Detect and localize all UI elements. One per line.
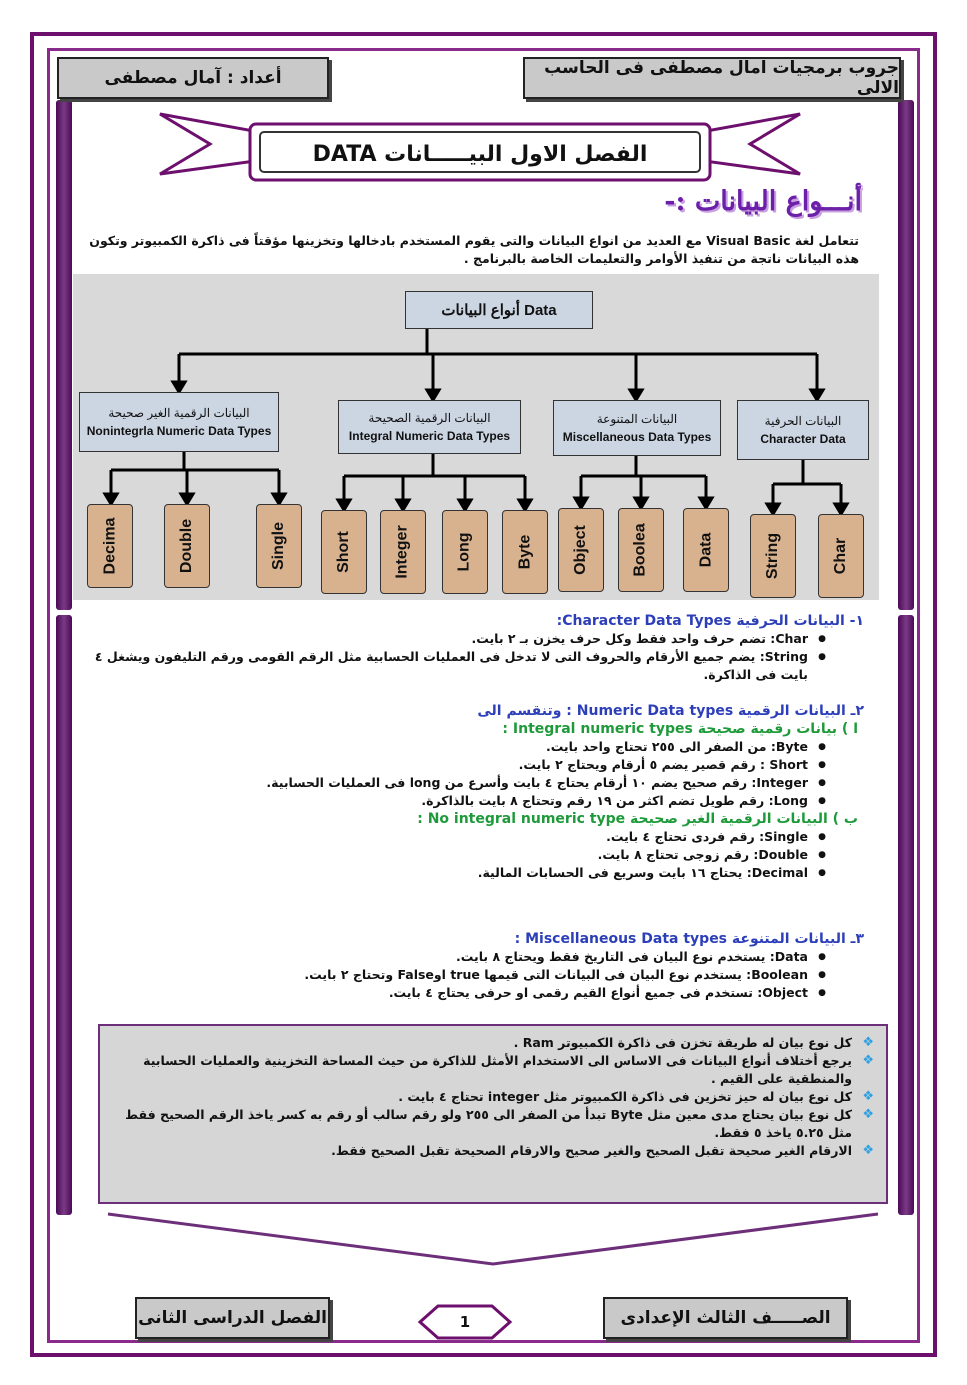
category-integral-ar: البيانات الرقمية الصحيحة bbox=[368, 411, 491, 425]
category-nonintegral-ar: البيانات الرقمية الغير صحيحة bbox=[108, 406, 250, 420]
left-decor-bar-bottom bbox=[56, 615, 72, 1215]
list-item: ● Byte: من الصفر الى ٢٥٥ تحتاج واحد بايت. bbox=[94, 738, 826, 756]
notes-box-pointer bbox=[98, 1204, 888, 1274]
note-item: ❖ كل نوع بيان يحتاج مدى معين مثل Byte تبدأ من الصفر الى ٢٥٥ ولو رقم سالب أو رقم به كسر ياخذ الرقم الصحيح فقط مثل ٥.٢٥ ياخذ ٥ فقط. bbox=[112, 1106, 874, 1142]
category-integral bbox=[338, 400, 521, 454]
leaf-single: Single bbox=[256, 504, 302, 588]
diagram-root bbox=[405, 291, 593, 329]
leaf-byte: Byte bbox=[502, 510, 548, 594]
diagram-root-label: أنواع البيانات Data bbox=[441, 302, 557, 319]
intro-paragraph bbox=[89, 232, 859, 268]
list-item: ● Decimal: يحتاج ١٦ بايت وسريع فى الحسابات المالية. bbox=[94, 864, 826, 882]
list-item: ● Integer: رقم صحيح يضم ١٠ أرقام يحتاج ٤ بايت وأسرع من long فى العمليات الحسابية. bbox=[94, 774, 826, 792]
leaf-long: Long bbox=[442, 510, 488, 594]
category-character-en: Character Data bbox=[760, 432, 846, 446]
list-item: ● String: يضم جميع الأرقام والحروف التى لا تدخل فى العمليات الحسابية مثل الرقم القومى ورقم التليفون ويشغل ٤ بايت فى الذاكرة. bbox=[94, 648, 826, 684]
category-miscellaneous bbox=[553, 400, 721, 456]
page-number: 1 bbox=[459, 1313, 471, 1331]
section-numeric bbox=[94, 702, 864, 882]
list-item: ● Short : رقم قصير يضم ٥ أرقام ويحتاج ٢ بايت. bbox=[94, 756, 826, 774]
category-character bbox=[737, 400, 869, 460]
grade-box bbox=[603, 1297, 848, 1339]
section-character-heading: ١- البيانات الحرفية Character Data Types: bbox=[556, 613, 864, 629]
section-misc-heading: ٣ـ البيانات المتنوعة Miscellaneous Data types : bbox=[514, 931, 864, 947]
category-nonintegral-en: Nonintegrla Numeric Data Types bbox=[86, 424, 272, 438]
section-title: أنـــواع البيانات :- bbox=[664, 186, 862, 217]
data-types-diagram bbox=[73, 274, 879, 600]
section-numeric-heading: ٢ـ البيانات الرقمية Numeric Data types : وتنقسم الى bbox=[477, 703, 864, 719]
misc-list bbox=[94, 948, 826, 1002]
integral-list bbox=[94, 738, 826, 810]
nonintegral-subheading: ب ) البيانات الرقمية الغير صحيحة No integral numeric type : bbox=[417, 811, 858, 827]
semester-label: الفصل الدراسى الثانى bbox=[138, 1308, 327, 1328]
category-nonintegral bbox=[79, 392, 279, 452]
grade-label: الصـــــف الثالث الإعدادى bbox=[620, 1308, 831, 1328]
leaf-object: Object bbox=[558, 508, 604, 592]
integral-subheading: ا ) بيانات رقمية صحيحة Integral numeric types : bbox=[502, 721, 858, 737]
leaf-boolean: Boolea bbox=[618, 508, 664, 592]
author-label: أعداد : آمال مصطفى bbox=[104, 68, 282, 88]
section-miscellaneous bbox=[94, 930, 864, 1002]
chapter-title: الفصل الاول البيـــــانات DATA bbox=[312, 141, 648, 167]
category-character-ar: البيانات الحرفية bbox=[764, 414, 842, 428]
note-item: ❖ كل نوع بيان له طريقة تخزن فى ذاكرة الكمبيوتر Ram . bbox=[112, 1034, 874, 1052]
author-box bbox=[57, 57, 329, 99]
leaf-data: Data bbox=[683, 508, 729, 592]
leaf-integer: Integer bbox=[380, 510, 426, 594]
note-item: ❖ كل نوع بيان له حيز تخزين فى ذاكرة الكمبيوتر مثل integer تحتاج ٤ بايت . bbox=[112, 1088, 874, 1106]
list-item: ● Object: تستخدم فى جميع أنواع القيم رقمى او حرفى يحتاج ٤ بايت. bbox=[94, 984, 826, 1002]
notes-list bbox=[112, 1034, 874, 1160]
section-character bbox=[94, 612, 864, 684]
leaf-char: Char bbox=[818, 514, 864, 598]
notes-box bbox=[98, 1024, 888, 1204]
intro-line-1: تتعامل لغة Visual Basic مع العديد من انواع البيانات والتى يقوم المستخدم بادخالها وتخزينها مؤقتاً فى ذاكرة الكمبيوتر وتكون bbox=[89, 233, 859, 248]
nonintegral-list bbox=[94, 828, 826, 882]
leaf-short: Short bbox=[321, 510, 367, 594]
list-item: ● Data: يستخدم نوع البيان فى التاريخ فقط ويحتاج ٨ بايت. bbox=[94, 948, 826, 966]
right-decor-bar-bottom bbox=[898, 615, 914, 1215]
semester-box bbox=[135, 1297, 330, 1339]
intro-line-2: هذه البيانات ناتجة من تنفيذ الأوامر والتعليمات الخاصة بالبرنامج . bbox=[463, 251, 859, 266]
character-list bbox=[94, 630, 826, 684]
leaf-decimal: Decima bbox=[87, 504, 133, 588]
category-misc-en: Miscellaneous Data Types bbox=[562, 430, 712, 444]
category-integral-en: Integral Numeric Data Types bbox=[348, 429, 511, 443]
list-item: ● Long: رقم طويل تضم اكثر من ١٩ رقم وتحتاج ٨ بايت بالذاكرة. bbox=[94, 792, 826, 810]
right-decor-bar-top bbox=[898, 100, 914, 610]
leaf-string: String bbox=[750, 514, 796, 598]
list-item: ● Boolean: يستخدم نوع البيان فى البيانات التى قيمها true اوFalse وتحتاج ٢ بايت. bbox=[94, 966, 826, 984]
left-decor-bar-top bbox=[56, 100, 72, 610]
list-item: ● Double: رقم زوجى تحتاج ٨ بايت. bbox=[94, 846, 826, 864]
list-item: ● Char: تضم حرف واحد فقط وكل حرف يخزن بـ ٢ بايت. bbox=[94, 630, 826, 648]
group-title-box bbox=[523, 57, 901, 99]
group-title: جروب برمجيات امال مصطفى فى الحاسب الالى bbox=[544, 58, 899, 98]
leaf-double: Double bbox=[164, 504, 210, 588]
note-item: ❖ الارقام الغير صحيحة تقبل الصحيح والغير صحيح والارقام الصحيحة تقبل الصحيح فقط. bbox=[112, 1142, 874, 1160]
note-item: ❖ يرجع أختلاف أنواع البيانات فى الاساس الى الاستخدام الأمثل للذاكرة من حيث المساحة التخزينية والعمليات الحسابية والمنطقية على القيم . bbox=[112, 1052, 874, 1088]
category-misc-ar: البيانات المتنوعة bbox=[596, 412, 678, 426]
list-item: ● Single: رقم فردى تحتاج ٤ بايت. bbox=[94, 828, 826, 846]
